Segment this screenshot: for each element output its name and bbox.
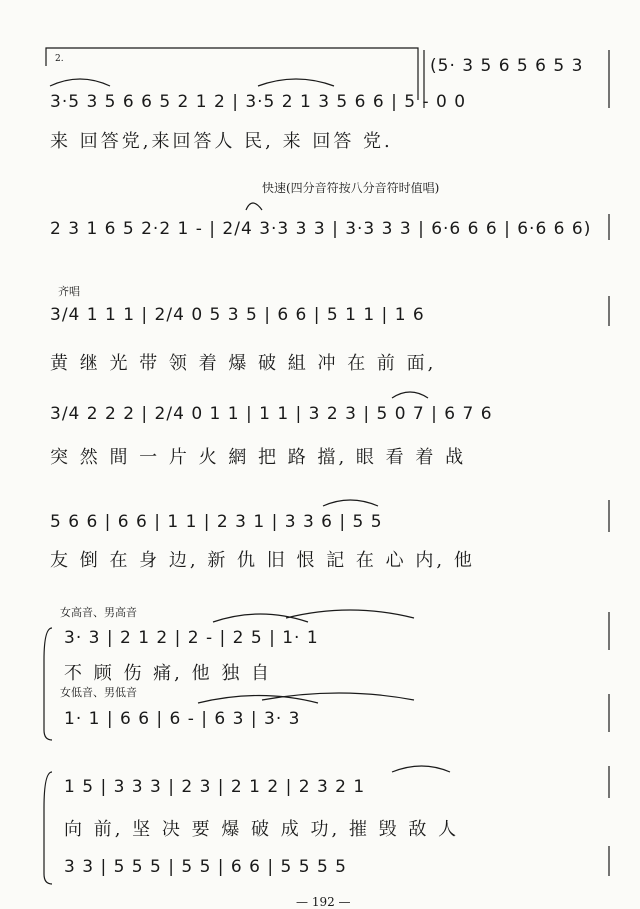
- volta-bracket: [46, 48, 418, 100]
- lower-voices-label: 女低音、男低音: [60, 686, 137, 699]
- row4-lyrics: 突 然 間 一 片 火 網 把 路 擋, 眼 看 着 战: [50, 447, 467, 468]
- volta-marker: 2.: [55, 54, 64, 64]
- system-brace-row7: [44, 772, 52, 884]
- row6-lyrics: 不 顾 伤 痛, 他 独 自: [64, 663, 273, 684]
- row4-notes: 3/4 2 2 2 | 2/4 0 1 1 | 1 1 | 3 2 3 | 5 0 7 | 6 7 6: [50, 404, 493, 424]
- tie-row5: [323, 500, 378, 506]
- tie-row6-lower-a: [198, 696, 318, 704]
- tie-row1-a: [50, 79, 110, 86]
- row3-notes: 3/4 1 1 1 | 2/4 0 5 3 5 | 6 6 | 5 1 1 | 1 6: [50, 305, 425, 325]
- row6-lower-notes: 1· 1 | 6 6 | 6 - | 6 3 | 3· 3: [64, 709, 301, 729]
- tie-row1-b: [258, 79, 334, 86]
- tie-row6-lower-b: [262, 693, 414, 700]
- row1-notes: 3·5 3 5 6 6 5 2 1 2 | 3·5 2 1 3 5 6 6 | 5 - 0 0: [50, 92, 467, 112]
- row7-upper-notes: 1 5 | 3 3 3 | 2 3 | 2 1 2 | 2 3 2 1: [64, 777, 366, 797]
- tie-row4: [392, 392, 428, 398]
- row5-lyrics: 友 倒 在 身 边, 新 仇 旧 恨 記 在 心 内, 他: [50, 550, 475, 571]
- row6-upper-notes: 3· 3 | 2 1 2 | 2 - | 2 5 | 1· 1: [64, 628, 319, 648]
- upper-voices-label: 女高音、男高音: [60, 606, 137, 619]
- tempo-marking: 快速(四分音符按八分音符时值唱): [262, 181, 440, 195]
- row7-lyrics: 向 前, 坚 决 要 爆 破 成 功, 摧 毁 敌 人: [64, 819, 460, 840]
- unison-label: 齐唱: [58, 285, 80, 298]
- page-number: — 192 —: [296, 895, 351, 909]
- row3-lyrics: 黄 继 光 带 领 着 爆 破 組 冲 在 前 面,: [50, 353, 437, 374]
- row7-lower-notes: 3 3 | 5 5 5 | 5 5 | 6 6 | 5 5 5 5: [64, 857, 347, 877]
- row1-lyrics: 来 回答党,来回答人 民, 来 回答 党.: [50, 131, 393, 152]
- tie-row2: [246, 203, 262, 210]
- tie-row6-upper-b: [286, 610, 414, 618]
- tie-row6-upper-a: [213, 614, 308, 622]
- row2-notes: 2 3 1 6 5 2·2 1 - | 2/4 3·3 3 3 | 3·3 3 3 | 6·6 6 6 | 6·6 6 6): [50, 219, 592, 239]
- tie-row7: [392, 766, 450, 772]
- system-brace-row6: [44, 628, 52, 740]
- row1-upper-part-notes: (5· 3 5 6 5 6 5 3: [430, 56, 584, 76]
- row5-notes: 5 6 6 | 6 6 | 1 1 | 2 3 1 | 3 3 6 | 5 5: [50, 512, 383, 532]
